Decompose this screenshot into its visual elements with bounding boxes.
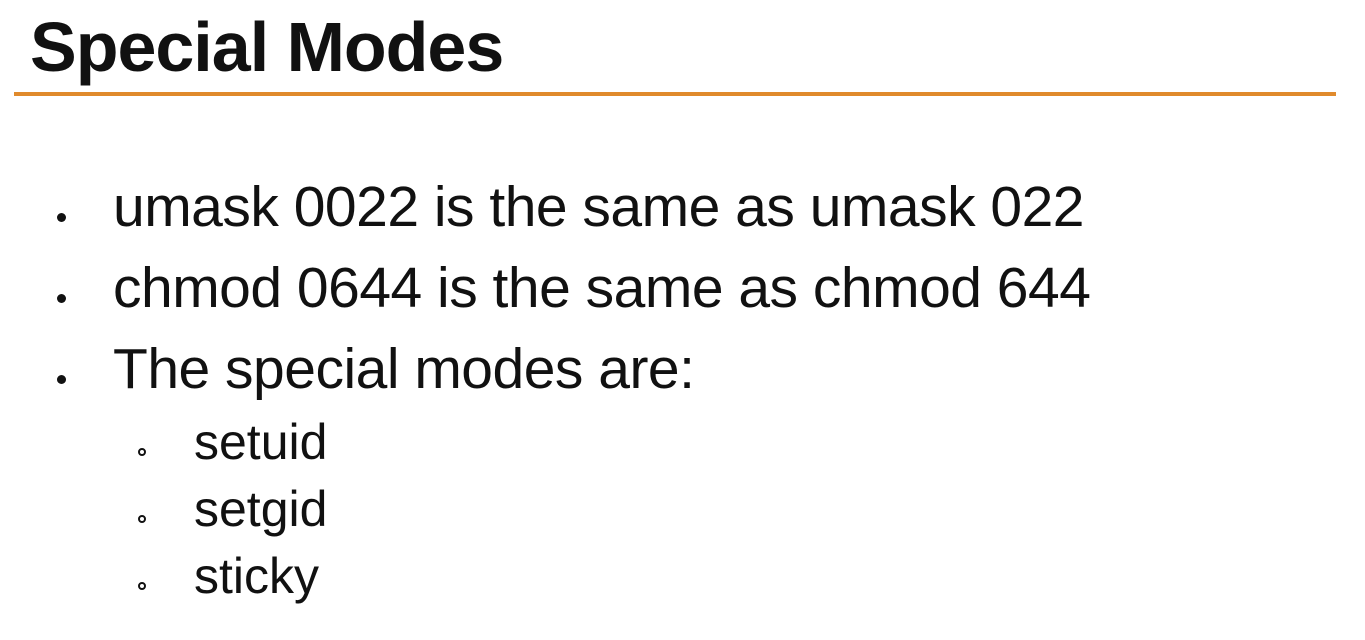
bullet-dot-icon xyxy=(57,375,66,384)
bullet-text: The special modes are: xyxy=(113,337,695,401)
bullet-text: chmod 0644 is the same as chmod 644 xyxy=(113,256,1091,320)
bullet-text: umask 0022 is the same as umask 022 xyxy=(113,175,1085,239)
bullet-circle-icon xyxy=(138,515,146,523)
bullet-dot-icon xyxy=(57,294,66,303)
bullet-dot-icon xyxy=(57,213,66,222)
title-underline xyxy=(14,92,1336,96)
sub-bullet-text: setuid xyxy=(194,414,328,470)
bullet-circle-icon xyxy=(138,448,146,456)
slide-title: Special Modes xyxy=(30,8,504,86)
sub-bullet-text: sticky xyxy=(194,548,319,604)
sub-bullet-text: setgid xyxy=(194,481,328,537)
bullet-circle-icon xyxy=(138,582,146,590)
